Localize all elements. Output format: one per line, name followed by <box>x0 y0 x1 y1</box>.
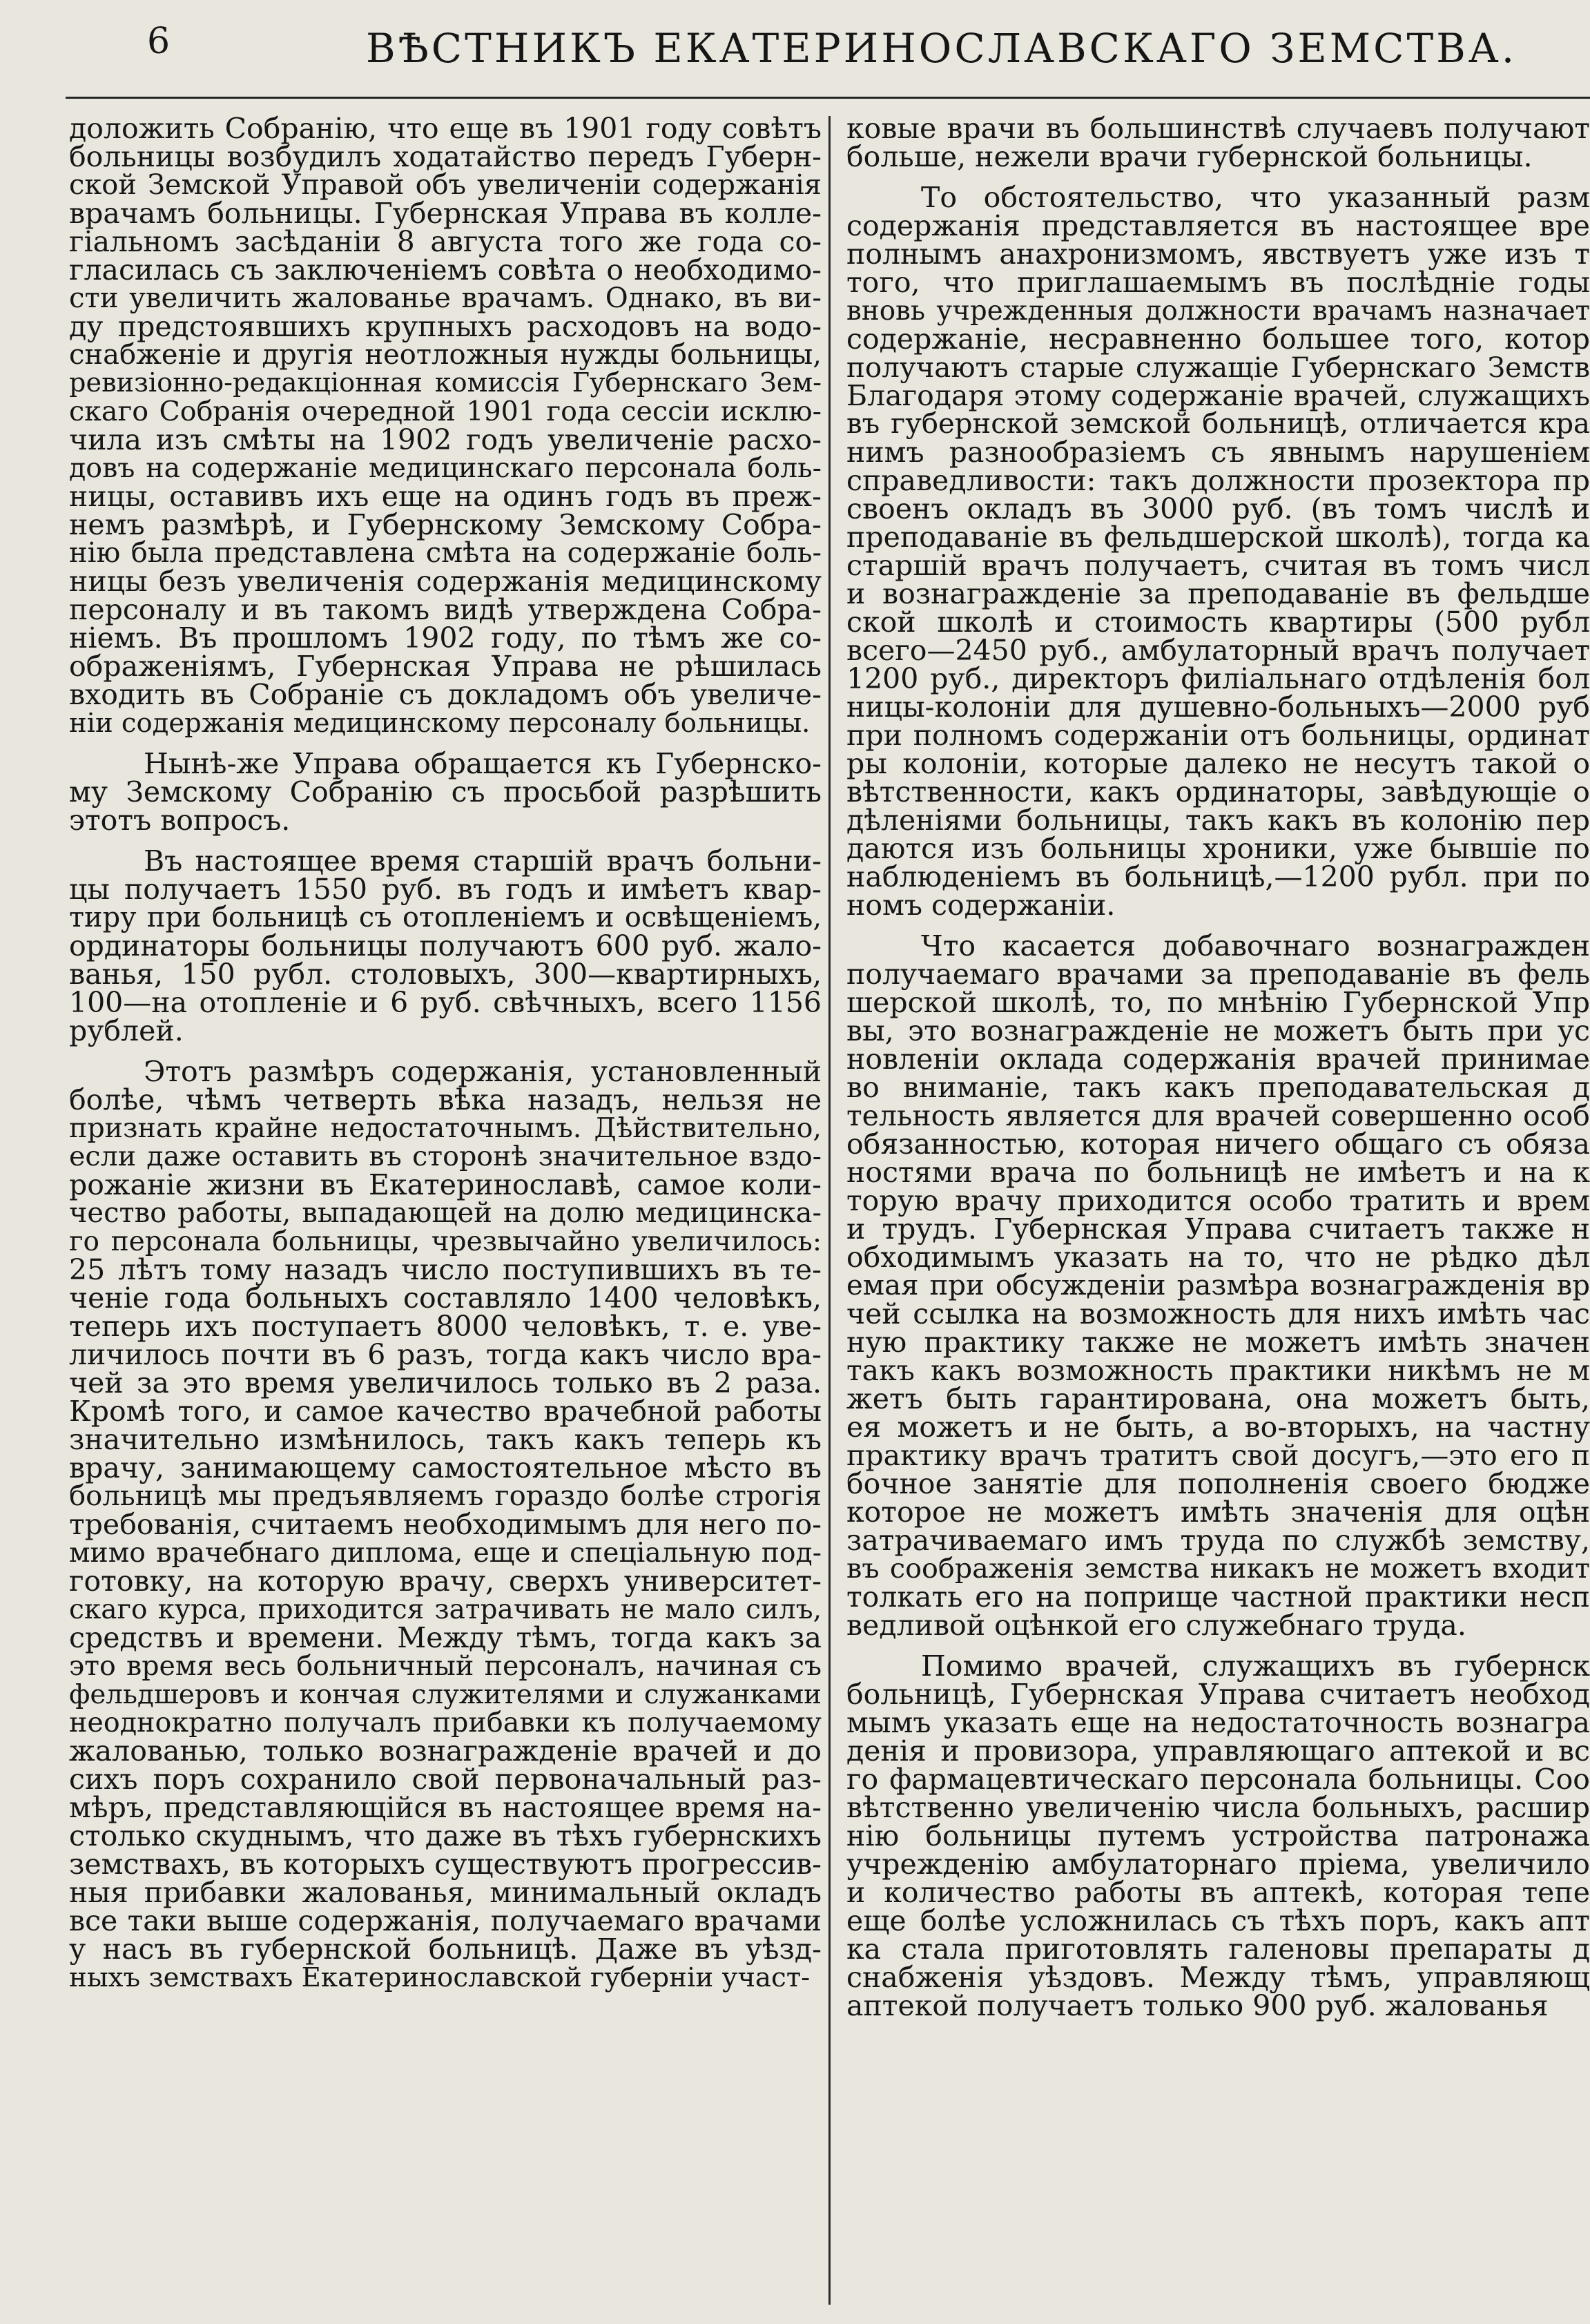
text-line: и вознагражденіе за преподаваніе въ фельдше <box>846 577 1590 610</box>
text-line: полнымъ анахронизмомъ, явствуетъ уже изъ т <box>846 238 1590 271</box>
text-line: цы получаетъ 1550 руб. въ годъ и имѣетъ квар- <box>69 873 822 906</box>
text-line: всего—2450 руб., амбулаторный врачъ получает <box>846 634 1590 667</box>
text-line: гіальномъ засѣданіи 8 августа того же года со- <box>69 225 822 258</box>
text-line: преподаваніе въ фельдшерской школѣ), тогда ка <box>846 521 1590 554</box>
text-line: вѣтственно увеличенію числа больныхъ, расшир <box>846 1791 1590 1824</box>
text-line: новленіи оклада содержанія врачей принимае <box>846 1043 1590 1076</box>
page-header <box>0 15 1590 105</box>
text-line: 1200 руб., директоръ филіальнаго отдѣленія бол <box>846 662 1590 695</box>
text-line: Нынѣ-же Управа обращается къ Губернско- <box>144 747 822 780</box>
text-line: ницы, оставивъ ихъ еще на одинъ годъ въ преж- <box>69 480 822 513</box>
text-line: того, что приглашаемымъ въ послѣдніе годы <box>846 266 1590 299</box>
text-line: ка стала приготовлять галеновы препараты д <box>846 1933 1590 1966</box>
text-line: доложить Собранію, что еще въ 1901 году совѣтъ <box>69 115 822 145</box>
text-line: такъ какъ возможность практики никѣмъ не м <box>846 1354 1590 1387</box>
text-line: снабженія уѣздовъ. Между тѣмъ, управляющ <box>846 1961 1590 1994</box>
text-line: этотъ вопросъ. <box>69 804 291 837</box>
running-title: ВѢСТНИКЪ ЕКАТЕРИНОСЛАВСКАГО ЗЕМСТВА. <box>366 25 1518 72</box>
text-line: чей за это время увеличилось только въ 2 раза. <box>69 1366 822 1400</box>
text-line: справедливости: такъ должности прозектора пр <box>846 464 1590 497</box>
paragraph <box>69 115 822 737</box>
text-line: нимъ разнообразіемъ съ явнымъ нарушеніем <box>846 436 1590 469</box>
text-line: теперь ихъ поступаетъ 8000 человѣкъ, т. е. уве- <box>69 1310 822 1343</box>
text-line: личилось почти въ 6 разъ, тогда какъ число вра- <box>69 1338 822 1371</box>
text-line: старшій врачъ получаетъ, считая въ томъ числ <box>846 549 1590 582</box>
text-line: которое не можетъ имѣть значенія для оцѣн <box>846 1495 1590 1529</box>
text-line: ры колоніи, которые далеко не несутъ такой о <box>846 747 1590 780</box>
text-line: ображеніямъ, Губернская Управа не рѣшилась <box>69 650 822 683</box>
text-line: денія и провизора, управляющаго аптекой и вс <box>846 1734 1590 1768</box>
text-line: чество работы, выпадающей на долю медицинска- <box>69 1197 822 1229</box>
text-line: Кромѣ того, и самое качество врачебной работы <box>69 1395 822 1428</box>
text-line: требованія, считаемъ необходимымъ для него по- <box>69 1508 822 1541</box>
text-line: еще болѣе усложнилась съ тѣхъ поръ, какъ апт <box>846 1904 1590 1937</box>
text-line: рожаніе жизни въ Екатеринославѣ, самое коли- <box>69 1168 822 1201</box>
text-line: ревизіонно-редакціонная комиссія Губернскаго Зем- <box>69 368 822 398</box>
text-line: ную практику также не можетъ имѣть значен <box>846 1326 1590 1359</box>
text-line: немъ размѣрѣ, и Губернскому Земскому Собра- <box>69 508 822 541</box>
text-line: вѣтственности, какъ ординаторы, завѣдующіе о <box>846 775 1590 808</box>
text-line: ду предстоявшихъ крупныхъ расходовъ на водо- <box>69 310 822 343</box>
left-column <box>69 115 822 2317</box>
text-line: скаго Собранія очередной 1901 года сессіи исклю- <box>69 396 822 427</box>
text-line: при полномъ содержаніи отъ больницы, ординат <box>846 719 1590 752</box>
text-line: если даже оставить въ сторонѣ значительное вздо- <box>69 1141 822 1172</box>
text-line: содержаніе, несравненно большее того, котор <box>846 322 1590 356</box>
text-line: ской Земской Управой объ увеличеніи содержанія <box>69 169 822 201</box>
text-line: обязанностью, которая ничего общаго съ обяза <box>846 1127 1590 1161</box>
text-line: персоналу и въ такомъ видѣ утверждена Собра- <box>69 593 822 626</box>
text-line: земствахъ, въ которыхъ существуютъ прогрессив- <box>69 1848 822 1881</box>
paragraph <box>69 747 822 837</box>
text-line: толкать его на поприще частной практики несп <box>846 1580 1590 1614</box>
text-line: практику врачъ тратитъ свой досугъ,—это его п <box>846 1439 1590 1472</box>
text-line: сти увеличить жалованье врачамъ. Однако, въ ви- <box>69 282 822 314</box>
text-line: ницы безъ увеличенія содержанія медицинскому <box>69 565 822 598</box>
text-line: своенъ окладъ въ 3000 руб. (въ томъ числѣ и <box>846 492 1590 525</box>
text-line: То обстоятельство, что указанный разм <box>921 181 1590 214</box>
text-line: ковые врачи въ большинствѣ случаевъ получают <box>846 115 1590 145</box>
text-line: аптекой получаетъ только 900 руб. жалованья <box>846 1989 1549 2022</box>
text-line: 100—на отопленіе и 6 руб. свѣчныхъ, всего 1156 <box>69 986 822 1019</box>
paragraph <box>69 1055 822 1993</box>
text-line: ныя прибавки жалованья, минимальный окладъ <box>69 1876 822 1909</box>
text-line: скаго курса, приходится затрачивать не мало силъ, <box>69 1594 822 1625</box>
text-line: ванья, 150 рубл. столовыхъ, 300—квартирныхъ, <box>69 958 822 991</box>
text-line: содержанія представляется въ настоящее вре <box>846 209 1590 242</box>
text-line: врачу, занимающему самостоятельное мѣсто въ <box>69 1451 822 1484</box>
text-line: въ губернской земской больницѣ, отличается кра <box>846 408 1590 440</box>
text-line: наблюденіемъ въ больницѣ,—1200 рубл. при по <box>846 860 1590 893</box>
column-divider <box>828 116 831 2305</box>
text-line: ея можетъ и не быть, а во-вторыхъ, на частну <box>846 1411 1590 1444</box>
text-line: получаютъ старые служащіе Губернскаго Земств <box>846 351 1590 384</box>
text-line: Что касается добавочнаго вознагражден <box>921 929 1590 962</box>
text-line: го фармацевтическаго персонала больницы. Соо <box>846 1763 1590 1796</box>
paragraph <box>69 844 822 1047</box>
text-line: это время весь больничный персоналъ, начиная съ <box>69 1650 822 1682</box>
text-line: тельность является для врачей совершенно особ <box>846 1099 1590 1132</box>
text-line: мимо врачебнаго диплома, еще и спеціальную под- <box>69 1538 822 1569</box>
text-line: учрежденію амбулаторнаго пріема, увеличило <box>846 1848 1590 1881</box>
text-line: снабженіе и другія неотложныя нужды больницы, <box>69 339 822 371</box>
text-line: нію была представлена смѣта на содержаніе боль- <box>69 537 822 569</box>
text-line: му Земскому Собранію съ просьбой разрѣшить <box>69 775 822 808</box>
header-rule <box>66 97 1590 99</box>
text-line: мымъ указать еще на недостаточность вознагра <box>846 1706 1590 1739</box>
text-line: ныхъ земствахъ Екатеринославской губерніи участ- <box>69 1962 811 1993</box>
text-line: номъ содержаніи. <box>846 889 1116 922</box>
text-line: входить въ Собраніе съ докладомъ объ увеличе- <box>69 678 822 711</box>
text-line: фельдшеровъ и кончая служителями и служанками <box>69 1679 822 1710</box>
text-line: готовку, на которую врачу, сверхъ университет- <box>69 1565 822 1598</box>
text-line: го персонала больницы, чрезвычайно увеличилось: <box>69 1226 822 1257</box>
text-line: ностями врача по больницѣ не имѣетъ и на к <box>846 1156 1590 1189</box>
text-line: мѣръ, представляющійся въ настоящее время на- <box>69 1791 822 1824</box>
text-line: Благодаря этому содержаніе врачей, служащихъ <box>846 379 1590 412</box>
text-line: гласилась съ заключеніемъ совѣта о необходимо- <box>69 253 822 287</box>
text-line: больницѣ мы предъявляемъ гораздо болѣе строгія <box>69 1480 822 1512</box>
text-line: все таки выше содержанія, получаемаго врачами <box>69 1904 822 1937</box>
paragraph <box>846 115 1590 171</box>
text-line: ченіе года больныхъ составляло 1400 человѣкъ, <box>69 1281 822 1315</box>
text-line: тиру при больницѣ съ отопленіемъ и освѣщеніемъ, <box>69 902 822 933</box>
text-line: средствъ и времени. Между тѣмъ, тогда какъ за <box>69 1621 822 1654</box>
text-line: ницы-колоніи для душевно-больныхъ—2000 руб <box>846 690 1590 724</box>
text-line: въ соображенія земства никакъ не можетъ входит <box>846 1553 1590 1585</box>
text-line: Помимо врачей, служащихъ въ губернск <box>921 1649 1590 1683</box>
text-line: ординаторы больницы получаютъ 600 руб. жало- <box>69 929 822 962</box>
text-line: больницы возбудилъ ходатайство передъ Губерн- <box>69 140 822 173</box>
paragraph <box>846 929 1590 1642</box>
text-line: даются изъ больницы хроники, уже бывшіе по <box>846 832 1590 865</box>
text-line: врачамъ больницы. Губернская Управа въ колле- <box>69 197 822 230</box>
text-line: столько скуднымъ, что даже въ тѣхъ губернскихъ <box>69 1819 822 1852</box>
text-line: ніемъ. Въ прошломъ 1902 году, по тѣмъ же со- <box>69 621 822 655</box>
text-line: Въ настоящее время старшій врачъ больни- <box>144 844 822 878</box>
text-line: 25 лѣтъ тому назадъ число поступившихъ въ те- <box>69 1253 822 1286</box>
text-line: и трудъ. Губернская Управа считаетъ также н <box>846 1212 1590 1246</box>
text-line: признать крайне недостаточнымъ. Дѣйствительно, <box>69 1112 822 1144</box>
text-line: затрачиваемаго имъ труда по службѣ земству, <box>846 1524 1590 1557</box>
text-line: у насъ въ губернской больницѣ. Даже въ уѣзд- <box>69 1933 822 1966</box>
text-line: торую врачу приходится особо тратить и врем <box>846 1184 1590 1217</box>
paragraph <box>846 181 1590 922</box>
text-line: вы, это вознагражденіе не можетъ быть при ус <box>846 1014 1590 1047</box>
text-line: и количество работы въ аптекѣ, которая тепе <box>846 1876 1590 1909</box>
right-column <box>846 115 1590 2317</box>
text-line: ніи содержанія медицинскому персоналу больницы. <box>69 708 811 739</box>
text-line: дѣленіями больницы, такъ какъ въ колонію пер <box>846 804 1590 837</box>
text-line: рублей. <box>69 1014 184 1047</box>
text-line: обходимымъ указать на то, что не рѣдко дѣл <box>846 1241 1590 1274</box>
paragraph <box>846 1649 1590 2022</box>
text-line: довъ на содержаніе медицинскаго персонала боль- <box>69 452 822 484</box>
text-line: емая при обсужденіи размѣра вознагражденія вр <box>846 1270 1590 1301</box>
text-line: болѣе, чѣмъ четверть вѣка назадъ, нельзя не <box>69 1083 822 1116</box>
text-line: больницѣ, Губернская Управа считаетъ необход <box>846 1678 1590 1711</box>
text-line: чей ссылка на возможность для нихъ имѣть час <box>846 1297 1590 1330</box>
text-line: вновь учрежденныя должности врачамъ назначает <box>846 296 1590 327</box>
text-line: Этотъ размѣръ содержанія, установленный <box>144 1055 822 1088</box>
text-line: сихъ поръ сохранило свой первоначальный раз- <box>69 1763 822 1796</box>
text-line: чила изъ смѣты на 1902 годъ увеличеніе расхо- <box>69 423 822 456</box>
text-line: шерской школѣ, то, по мнѣнію Губернской Упр <box>846 986 1590 1019</box>
text-line: нію больницы путемъ устройства патронажа <box>846 1819 1590 1852</box>
text-line: бочное занятіе для пополненія своего бюдже <box>846 1467 1590 1500</box>
text-line: жалованью, только вознагражденіе врачей и до <box>69 1734 822 1768</box>
text-line: жетъ быть гарантирована, она можетъ быть, <box>846 1382 1590 1415</box>
text-line: значительно измѣнилось, такъ какъ теперь къ <box>69 1423 822 1456</box>
page-number: 6 <box>147 21 171 62</box>
text-line: ской школѣ и стоимость квартиры (500 рубл <box>846 606 1590 639</box>
text-line: больше, нежели врачи губернской больницы. <box>846 140 1533 173</box>
text-line: получаемаго врачами за преподаваніе въ фель <box>846 958 1590 991</box>
text-line: ведливой оцѣнкой его служебнаго труда. <box>846 1609 1466 1642</box>
text-line: неоднократно получалъ прибавки къ получаемому <box>69 1707 822 1739</box>
text-line: во вниманіе, такъ какъ преподавательская д <box>846 1071 1590 1104</box>
